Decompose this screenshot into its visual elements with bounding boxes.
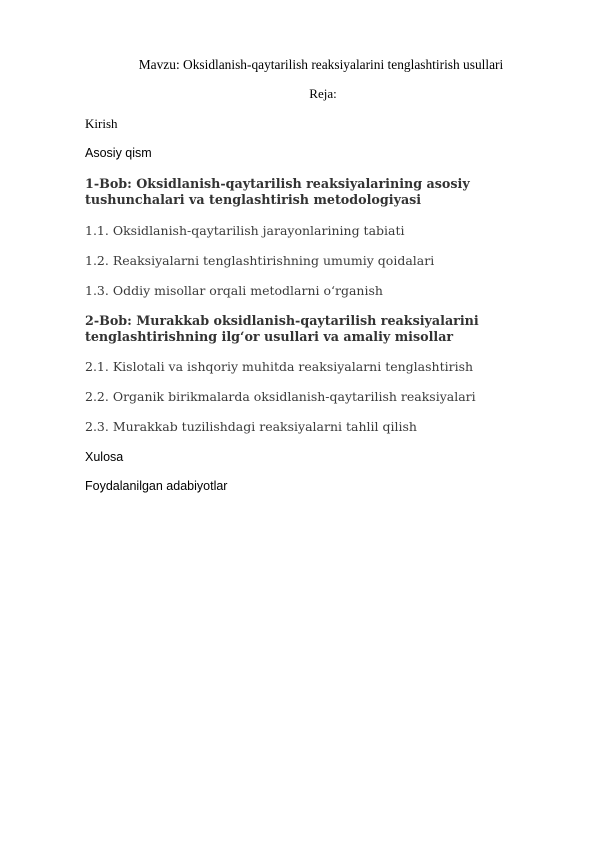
chapter2-title: 2-Bob: Murakkab oksidlanish-qaytarilish reaksiyalarini tenglashtirishning ilg‘or usullari va amaliy misollar	[85, 313, 479, 344]
chapter2-section-3: 2.3. Murakkab tuzilishdagi reaksiyalarni tahlil qilish	[85, 419, 417, 434]
chapter1-section-2: 1.2. Reaksiyalarni tenglashtirishning umumiy qoidalari	[85, 253, 435, 268]
intro-item: Kirish	[85, 116, 118, 131]
references-item: Foydalanilgan adabiyotlar	[85, 479, 228, 493]
chapter2-section-2: 2.2. Organik birikmalarda oksidlanish-qaytarilish reaksiyalari	[85, 389, 476, 404]
chapter2-section-1: 2.1. Kislotali va ishqoriy muhitda reaksiyalarni tenglashtirish	[85, 359, 474, 374]
chapter1-section-3: 1.3. Oddiy misollar orqali metodlarni o‘rganish	[85, 283, 383, 298]
chapter1-title: 1-Bob: Oksidlanish-qaytarilish reaksiyalarining asosiy tushunchalari va tenglashtirish metodologiyasi	[85, 176, 470, 207]
chapter1-section-1: 1.1. Oksidlanish-qaytarilish jarayonlarining tabiati	[85, 223, 405, 238]
plan-label: Reja:	[309, 86, 337, 101]
conclusion-item: Xulosa	[85, 450, 124, 464]
document-topic: Mavzu: Oksidlanish-qaytarilish reaksiyalarini tenglashtirish usullari	[138, 57, 504, 72]
main-part-item: Asosiy qism	[85, 146, 152, 160]
